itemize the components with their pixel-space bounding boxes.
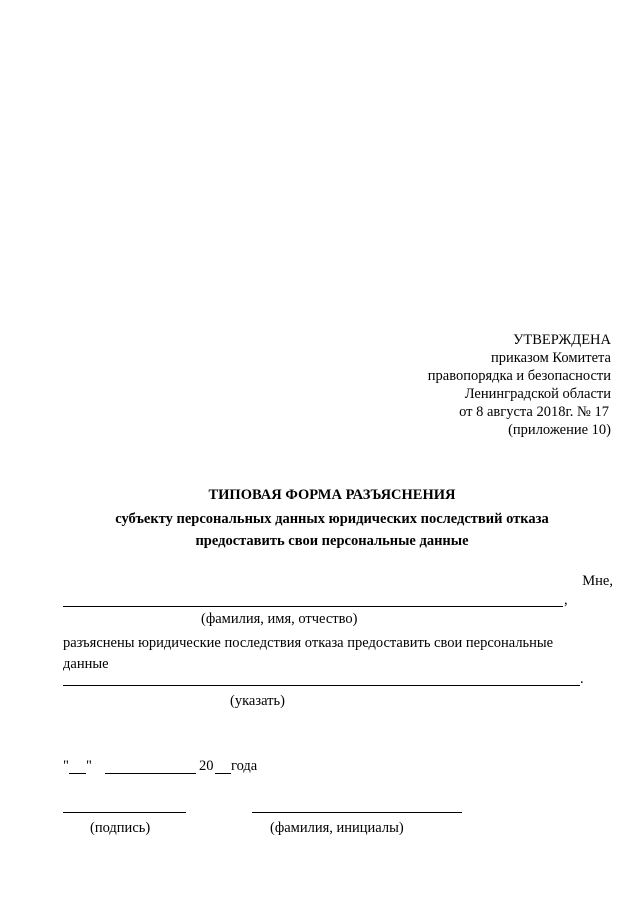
form-title: ТИПОВАЯ ФОРМА РАЗЪЯСНЕНИЯ — [208, 487, 456, 503]
day-fill-line — [69, 773, 86, 774]
body-text-line-2: данные — [63, 656, 109, 672]
fio-line-comma: , — [564, 592, 568, 608]
name-initials-caption: (фамилия, инициалы) — [270, 820, 404, 836]
fio-fill-line — [63, 606, 563, 607]
approval-line-date: от 8 августа 2018г. № 17 — [459, 404, 609, 420]
date-year-prefix: 20 — [199, 758, 214, 774]
name-initials-fill-line — [252, 812, 462, 813]
signature-fill-line — [63, 812, 186, 813]
date-year-suffix: года — [231, 758, 258, 774]
date-open-quote: " — [63, 758, 69, 774]
signature-caption: (подпись) — [90, 820, 151, 836]
approval-line-order: приказом Комитета — [490, 350, 611, 366]
specify-caption: (указать) — [230, 693, 285, 709]
to-me-label: Мне, — [582, 573, 613, 589]
date-close-quote: " — [86, 758, 92, 774]
month-fill-line — [105, 773, 196, 774]
body-text-line-1: разъяснены юридические последствия отказа предоставить свои персональные — [63, 635, 554, 651]
year-fill-line — [215, 773, 231, 774]
approval-title: УТВЕРЖДЕНА — [513, 332, 611, 348]
approval-line-committee: правопорядка и безопасности — [427, 368, 611, 384]
specify-line-period: . — [580, 671, 584, 687]
approval-line-region: Ленинградской области — [464, 386, 611, 402]
form-subtitle-line-1: субъекту персональных данных юридических последствий отказа — [115, 511, 549, 527]
form-subtitle-line-2: предоставить свои персональные данные — [195, 533, 469, 549]
fio-caption: (фамилия, имя, отчество) — [201, 611, 358, 627]
specify-fill-line — [63, 685, 580, 686]
approval-line-appendix: (приложение 10) — [508, 422, 611, 438]
